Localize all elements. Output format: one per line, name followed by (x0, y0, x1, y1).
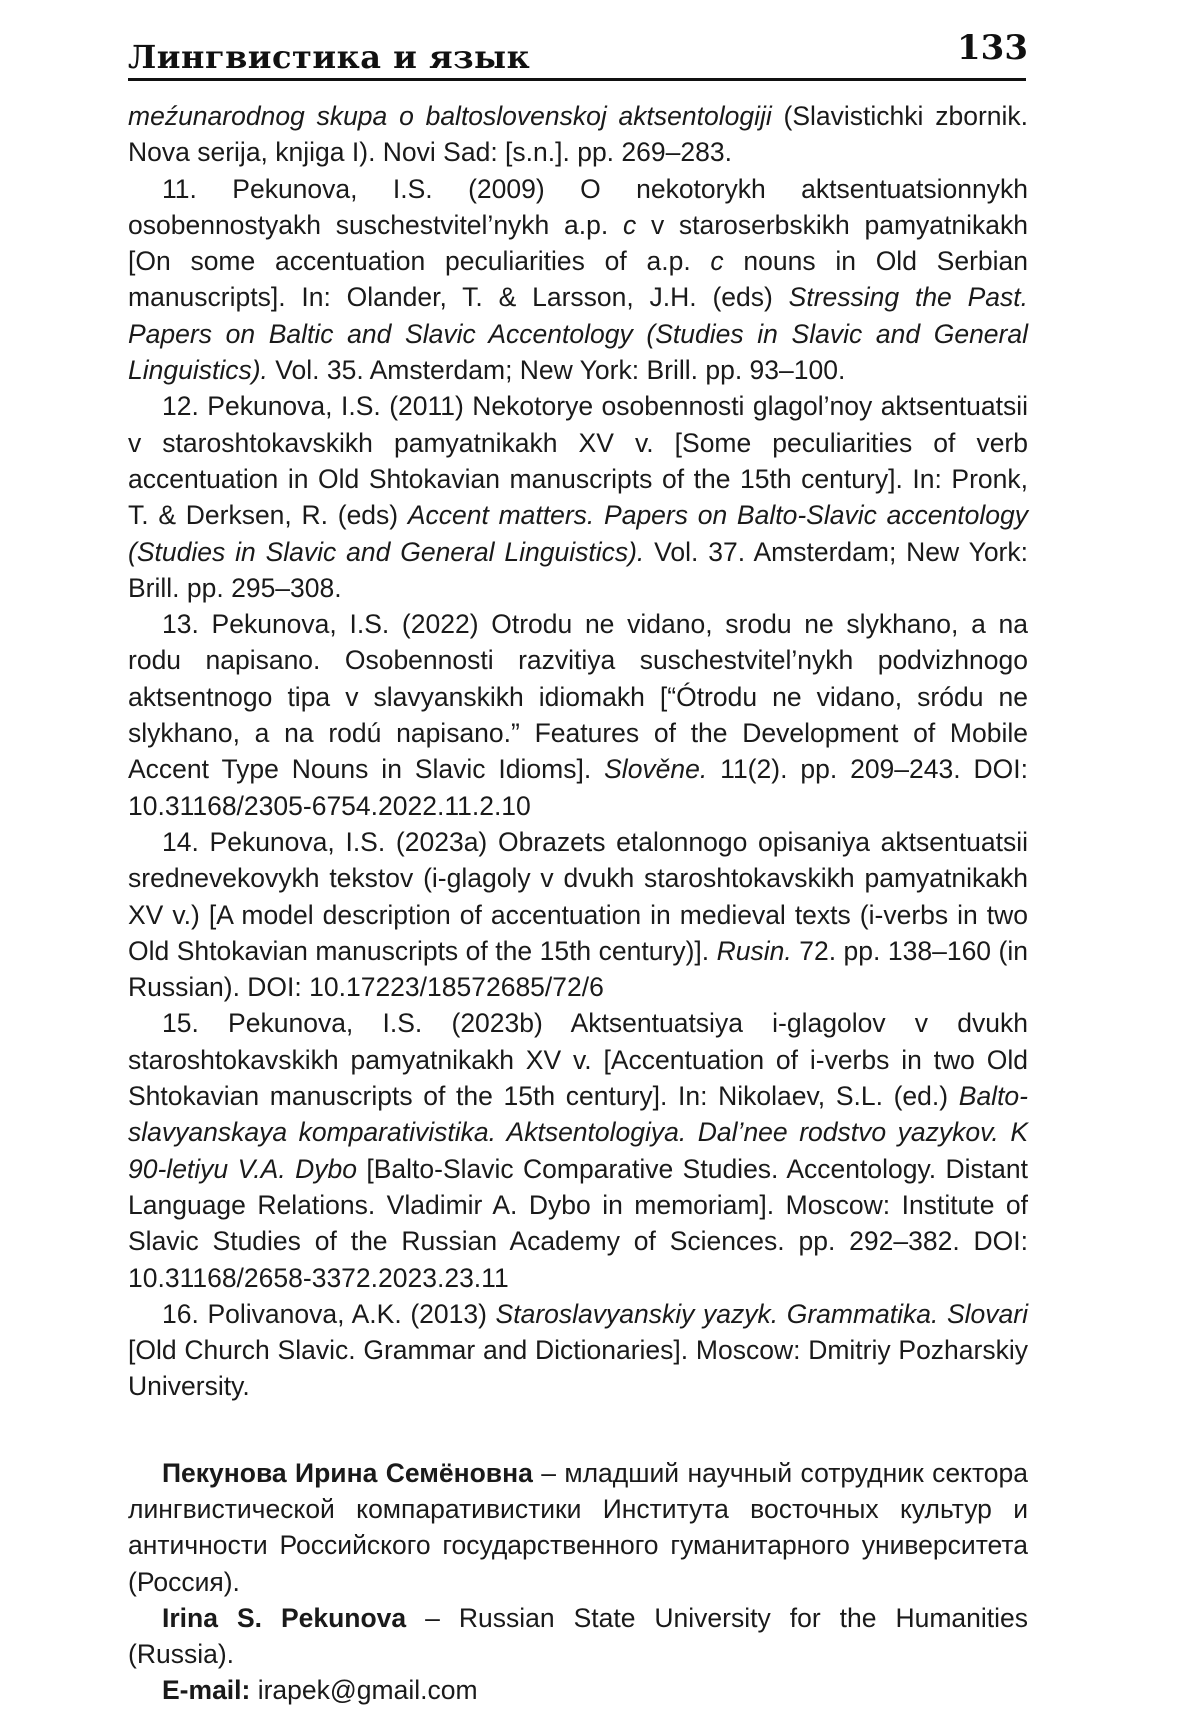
ref-text: 14. Pekunova, I.S. (2023a) Obrazets etalonnogo opisaniya aktsentuatsii srednevekovykh tekstov (i-glagoly v dvukh staroshtokavskikh pamyatnikakh XV v.) [A model description of accentuation in medieval texts (i-verbs in two Old Shtokavian manuscripts of the 15th century)]. (128, 826, 1028, 966)
ref-italic: c (710, 246, 724, 277)
ref-text: 15. Pekunova, I.S. (2023b) Aktsentuatsiya i-glagolov v dvukh staroshtokavskikh pamyatnikakh XV v. [Accentuation of i-verbs in two Old Shtokavian manuscripts of the 15th century]. In: Nikolaev, S.L. (ed.) (128, 1008, 1028, 1112)
reference-continuation (128, 98, 1028, 171)
ref-italic: c (622, 209, 637, 240)
ref-text: [Balto-Slavic Comparative Studies. Accentology. Distant Language Relations. Vladimir A. Dybo in memoriam]. Moscow: Institute of Slavic Studies of the Russian Academy of Sciences. pp. 292–382. DOI: 10.31168/2658-3372.2023.23.11 (128, 1153, 1028, 1293)
section-spacer (128, 1405, 1028, 1455)
ref-text: nouns in Old Serbian manuscripts]. In: Olander, T. & Larsson, J.H. (eds) (128, 246, 1029, 313)
ref-text: 72. pp. 138–160 (in Russian). DOI: 10.17223/18572685/72/6 (128, 935, 1028, 1003)
section-title: Лингвистика и язык (128, 38, 531, 76)
ref-text: 12. Pekunova, I.S. (2011) Nekotorye osobennosti glagol’noy aktsentuatsii v staroshtokavskikh pamyatnikakh XV v. [Some peculiarities of verb accentuation in Old Shtokavian manuscripts of the 15th century]. In: Pronk, T. & Derksen, R. (eds) (128, 391, 1028, 531)
ref-text: 11. Pekunova, I.S. (2009) O nekotorykh aktsentuatsionnykh osobennostyakh suschestvitel’nykh a.p. (128, 173, 1028, 240)
email-address[interactable]: irapek@gmail.com (250, 1675, 478, 1706)
ref-title-italic: Stressing the Past. Papers on Baltic and Slavic Accentology (Studies in Slavic and General Linguistics). (128, 282, 1028, 386)
author-bio-english (128, 1600, 1028, 1673)
ref-text: Vol. 35. Amsterdam; New York: Brill. pp. 93–100. (267, 355, 846, 386)
ref-title-italic: Balto-slavyanskaya komparativistika. Aktsentologiya. Dal’nee rodstvo yazykov. K 90-letiyu V.A. Dybo (128, 1081, 1028, 1184)
reference-14 (128, 824, 1028, 1005)
ref-title-italic: Rusin. (716, 935, 792, 966)
ref-title-italic: Slověne. (604, 754, 708, 785)
email-label: E-mail: (162, 1675, 251, 1706)
author-name-russian: Пекунова Ирина Семёновна (162, 1457, 533, 1488)
reference-12 (128, 388, 1028, 606)
author-desc-russian: – младший научный сотрудник сектора лингвистической компаративистики Института восточных культур и античности Российского государственного гуманитарного университета (Россия). (128, 1457, 1028, 1597)
reference-16 (128, 1296, 1028, 1405)
reference-13 (128, 606, 1028, 824)
page-number: 133 (957, 28, 1028, 68)
ref-text: 16. Polivanova, A.K. (2013) (162, 1298, 496, 1329)
ref-text: (Slavistichki zbornik. Nova serija, knjiga I). Novi Sad: [s.n.]. pp. 269–283. (128, 101, 1029, 168)
author-email (128, 1672, 1028, 1708)
ref-text: 11(2). pp. 209–243. DOI: 10.31168/2305-6754.2022.11.2.10 (128, 754, 1028, 821)
author-desc-english: – Russian State University for the Humanities (Russia). (128, 1602, 1028, 1670)
ref-text: v staroserbskikh pamyatnikakh [On some accentuation peculiarities of a.p. (128, 209, 1029, 277)
ref-text: 13. Pekunova, I.S. (2022) Otrodu ne vidano, srodu ne slykhano, a na rodu napisano. Osobennosti razvitiya suschestvitel’nykh podvizhnogo aktsentnogo tipa v slavyanskikh idiomakh [“Ótrodu ne vidano, sródu ne slykhano, a na rodú napisano.” Features of the Development of Mobile Accent Type Nouns in Slavic Idioms]. (128, 609, 1028, 785)
ref-text: Vol. 37. Amsterdam; New York: Brill. pp. 295–308. (128, 536, 1028, 603)
author-name-english: Irina S. Pekunova (162, 1602, 407, 1633)
header-rule (128, 78, 1026, 81)
ref-text: [Old Church Slavic. Grammar and Dictionaries]. Moscow: Dmitriy Pozharskiy University. (128, 1335, 1028, 1402)
ref-title-italic: meźunarodnog skupa o baltoslovenskoj aktsentologiji (128, 101, 772, 131)
reference-11 (128, 171, 1028, 389)
ref-title-italic: Staroslavyanskiy yazyk. Grammatika. Slovari (495, 1298, 1028, 1329)
running-header (128, 28, 1028, 80)
page-content (128, 98, 1028, 1709)
author-bio-russian (128, 1455, 1028, 1600)
reference-15 (128, 1005, 1028, 1295)
ref-title-italic: Accent matters. Papers on Balto-Slavic accentology (Studies in Slavic and General Linguistics). (128, 500, 1028, 567)
